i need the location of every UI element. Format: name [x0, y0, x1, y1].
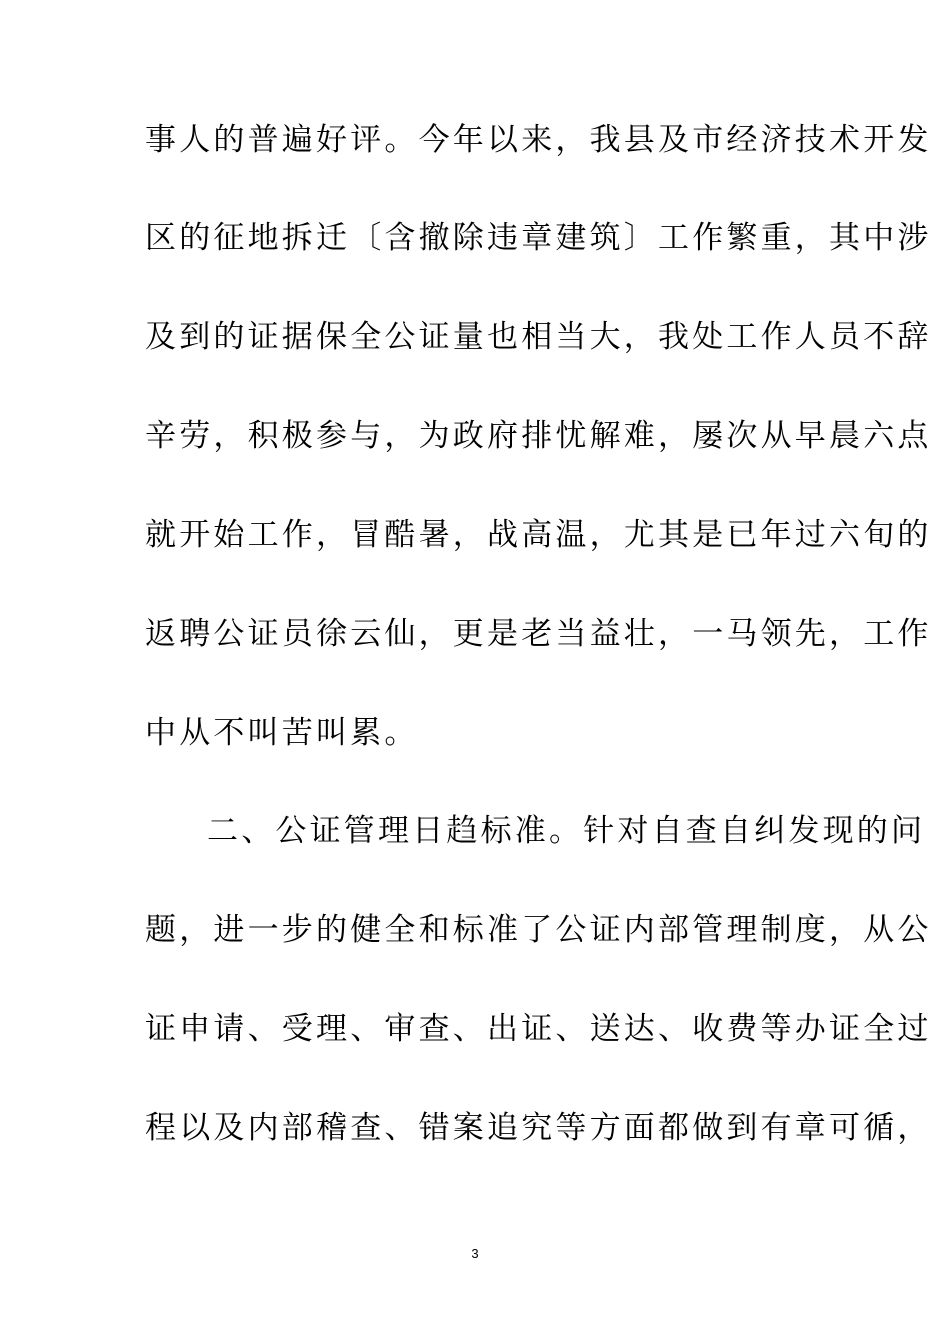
text-line: 中从不叫苦叫累。 — [145, 715, 419, 751]
paragraph-heading-line: 二、公证管理日趋标准。针对自查自纠发现的问 — [207, 813, 926, 849]
text-line: 程以及内部稽查、错案追究等方面都做到有章可循， — [145, 1110, 932, 1146]
text-line: 题，进一步的健全和标准了公证内部管理制度，从公 — [145, 912, 932, 948]
text-line: 就开始工作，冒酷暑，战高温，尤其是已年过六旬的 — [145, 517, 932, 553]
text-line: 及到的证据保全公证量也相当大，我处工作人员不辞 — [145, 319, 932, 355]
page-number: 3 — [471, 1246, 479, 1261]
text-line: 事人的普遍好评。今年以来，我县及市经济技术开发 — [145, 122, 932, 158]
text-line: 辛劳，积极参与，为政府排忧解难，屡次从早晨六点 — [145, 418, 932, 454]
text-line: 区的征地拆迁〔含撤除违章建筑〕工作繁重，其中涉 — [145, 220, 932, 256]
text-line: 返聘公证员徐云仙，更是老当益壮，一马领先，工作 — [145, 616, 932, 652]
text-line: 证申请、受理、审查、出证、送达、收费等办证全过 — [145, 1011, 932, 1047]
